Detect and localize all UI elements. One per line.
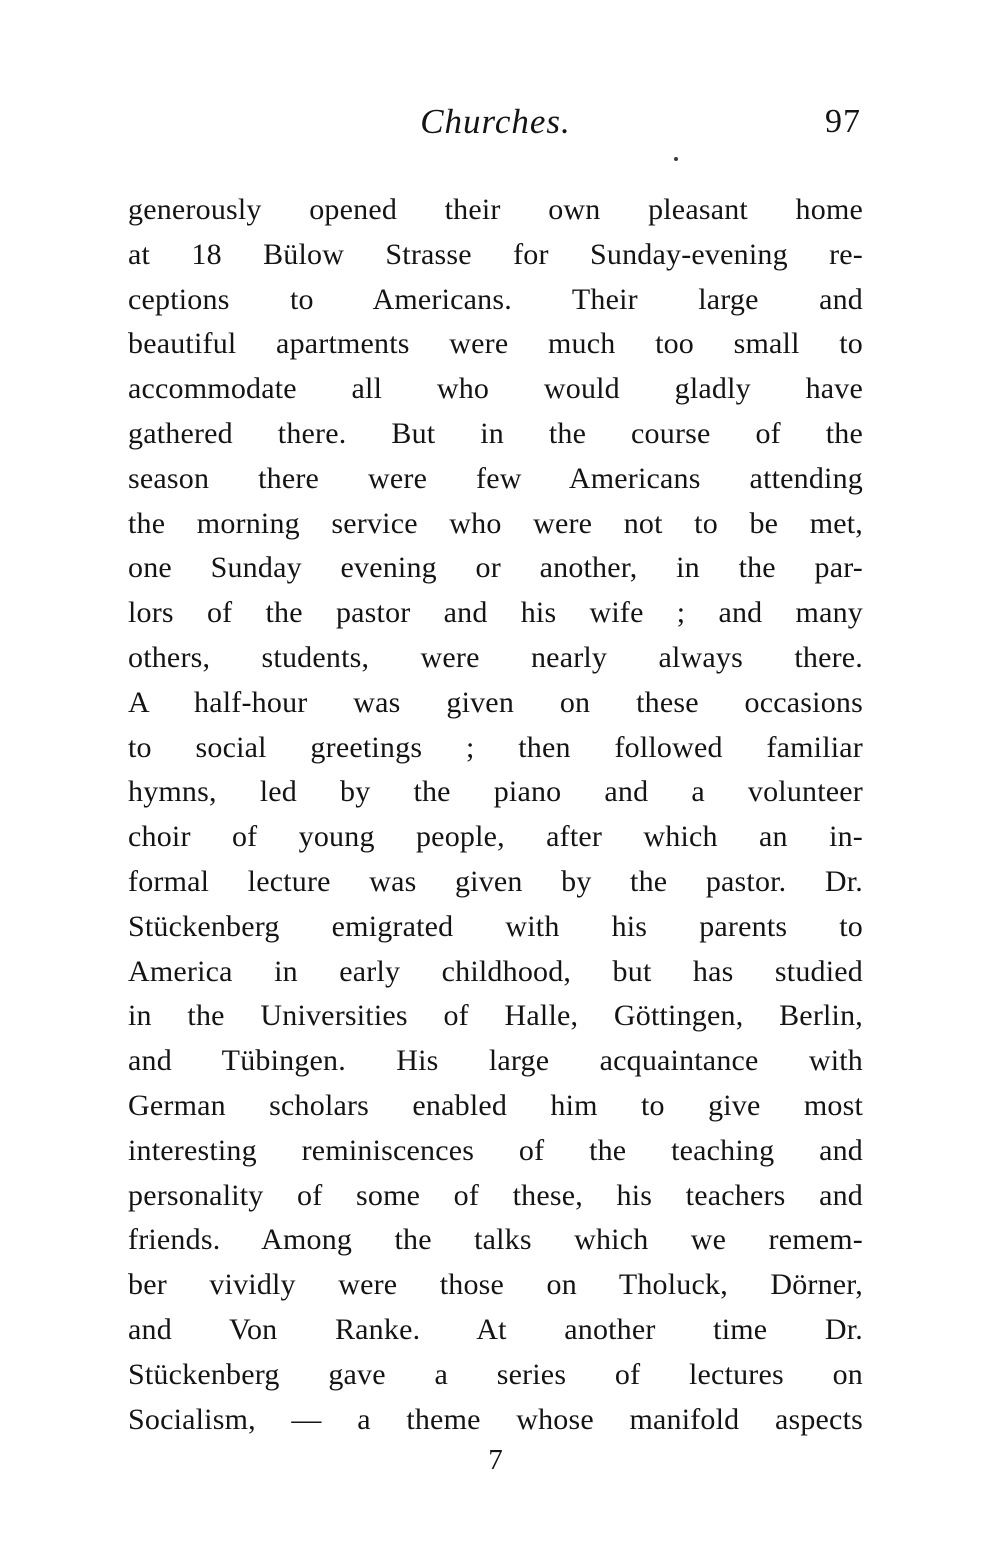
text-line: others, students, were nearly always there. — [128, 640, 863, 674]
text-line: Stückenberg gave a series of lectures on — [128, 1357, 863, 1391]
text-line: the morning service who were not to be met, — [128, 506, 863, 540]
text-line: America in early childhood, but has studied — [128, 954, 863, 988]
text-line: ceptions to Americans. Their large and — [128, 282, 863, 316]
text-line: personality of some of these, his teachers and — [128, 1178, 863, 1212]
text-line: generously opened their own pleasant home — [128, 193, 863, 226]
text-line: Stückenberg emigrated with his parents to — [128, 909, 863, 943]
text-line: beautiful apartments were much too small to — [128, 327, 863, 361]
page-footer — [128, 1444, 863, 1477]
text-line: Socialism, — a theme whose manifold aspects — [128, 1402, 863, 1436]
text-line: ber vividly were those on Tholuck, Dörner, — [128, 1268, 863, 1302]
page-header — [128, 102, 863, 150]
text-line: friends. Among the talks which we remem- — [128, 1223, 863, 1257]
text-line: season there were few Americans attending — [128, 461, 863, 495]
text-line: one Sunday evening or another, in the par- — [128, 551, 863, 585]
text-line: interesting reminiscences of the teaching and — [128, 1133, 863, 1167]
page-number: 97 — [825, 103, 861, 140]
text-line: and Tübingen. His large acquaintance with — [128, 1044, 863, 1078]
running-title: Churches. — [420, 102, 571, 141]
scan-artifact-dot — [674, 157, 678, 161]
signature-mark: 7 — [488, 1444, 503, 1476]
body-text — [128, 188, 863, 1442]
text-line: hymns, led by the piano and a volunteer — [128, 775, 863, 809]
text-line: formal lecture was given by the pastor. Dr. — [128, 864, 863, 898]
text-line: gathered there. But in the course of the — [128, 416, 863, 450]
text-line: lors of the pastor and his wife ; and many — [128, 596, 863, 630]
text-line: and Von Ranke. At another time Dr. — [128, 1312, 863, 1346]
text-line: in the Universities of Halle, Göttingen, Berlin, — [128, 999, 863, 1033]
text-line: A half-hour was given on these occasions — [128, 685, 863, 719]
text-line: choir of young people, after which an in- — [128, 820, 863, 854]
text-line: at 18 Bülow Strasse for Sunday-evening re- — [128, 237, 863, 271]
text-line: German scholars enabled him to give most — [128, 1088, 863, 1122]
text-line: to social greetings ; then followed familiar — [128, 730, 863, 764]
text-line: accommodate all who would gladly have — [128, 372, 863, 406]
